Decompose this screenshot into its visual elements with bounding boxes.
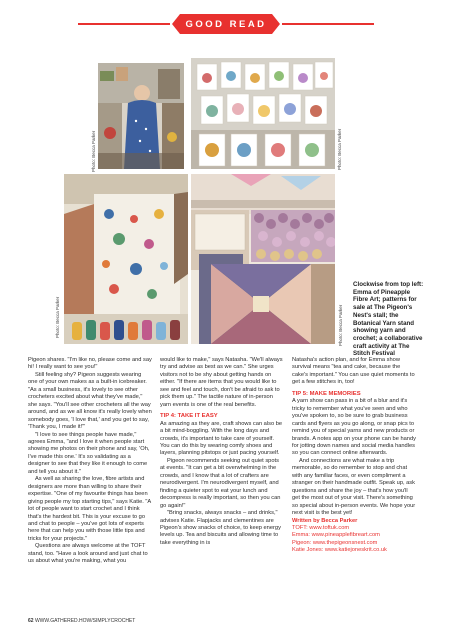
tip-heading: TIP 4: TAKE IT EASY [160, 413, 218, 420]
tip-heading: TIP 5: MAKE MEMORIES [292, 390, 361, 397]
photo-emma-stall [98, 63, 184, 169]
photo-credit: Photo: Becca Parker [337, 128, 342, 170]
photo-patterns-stall [191, 58, 335, 169]
paragraph: Questions are always welcome at the TOFT stand, too. "Have a look around and just chat to us about what you're making, what you [28, 543, 148, 565]
link-emma[interactable]: Emma: www.pineapplefibreart.com [292, 532, 380, 539]
section-banner [0, 14, 452, 34]
paragraph: And connections are what make a trip memorable, so do remember to stop and chat with any familiar faces, or even compliment a stranger on their handmade outfit. Speak up, ask questions and share the joy – that's how you'll get the most out of your visit. There's something so special about in-person events. We hope your next visit is the best yet! [292, 457, 416, 517]
paragraph: Natasha's action plan, and for Emma show survival means "tea and cake, because the cake's important." You can use quiet moments to get a few stitches in, too! [292, 357, 415, 386]
photo-caption: Clockwise from top left: Emma of Pineapple Fibre Art; patterns for sale at The Pigeon's Nest's stall; the Botanical Yarn stand showing yarn and crochet; a collaborative craft activity at The Stitch Festival [353, 281, 424, 358]
byline: Written by Becca Parker [292, 517, 358, 524]
paragraph: Pigeon shares. "I'm like no, please come and say hi! I really want to see you!" [28, 357, 152, 371]
page-footer [28, 618, 135, 624]
photo-yarn-stand [191, 174, 335, 344]
link-pigeon[interactable]: Pigeon: www.thepigeonsnest.com [292, 539, 378, 546]
photo-credit: Photo: Becca Parker [91, 130, 96, 172]
paragraph: As amazing as they are, craft shows can also be a bit mind-boggling. With the long days and crowds, it's important to take care of yourself. You can do this by wearing comfy shoes and layers, planning pitstops or just pacing yourself. [160, 420, 283, 457]
paragraph: A yarn show can pass in a bit of a blur and it's tricky to remember what you've seen and who you've spoken to, so be sure to grab business cards and flyers as you go along, or snap pics to remind you of special yarns and new products or brands. A notes app on your phone can be handy for jotting down names and social media handles so you can connect online afterwards. [292, 398, 416, 457]
photo-credit: Photo: Becca Parker [55, 296, 60, 338]
banner-rule-left [78, 23, 170, 25]
article-column-2 [160, 357, 284, 547]
photo-craft-activity [64, 174, 188, 344]
page-number: 62 [28, 618, 34, 624]
banner-rule-right [282, 23, 374, 25]
footer-site: WWW.GATHERED.HOW/SIMPLYCROCHET [34, 618, 136, 624]
link-toft[interactable]: TOFT: www.toftuk.com [292, 524, 350, 531]
paragraph: "Bring snacks, always snacks – and drinks," advises Katie. Flapjacks and clementines are Pigeon's show snacks of choice, to keep energy levels up. Tea and biscuits and allowing time to take everything in is [160, 510, 281, 546]
paragraph: As well as sharing the love, fibre artists and designers are more than willing to share their expertise. "One of my favourite things has been giving people my top starting tips," says Katie. "A lot of people want to start crochet and I think that's the hardest bit. This is your excuse to go and chat to people – you've got lots of experts here that can help you with those little tips and tricks for your projects." [28, 476, 151, 542]
article-column-3 [292, 357, 416, 555]
link-katie[interactable]: Katie Jones: www.katiejoneskrit.co.uk [292, 547, 387, 554]
paragraph: would like to make," says Natasha. "We'll always try and advise as best as we can." She urges visitors not to be shy about getting hands on either. "If there are items that you would like to see and feel and touch, don't be afraid to ask to pick them up." The tactile nature of in-person yarn events is one of the real benefits. [160, 357, 283, 408]
paragraph: Still feeling shy? Pigeon suggests wearing one of your own makes as a built-in icebreaker. "As a small business, it's lovely to see other crocheters excited about what they've made," she says. "You'll see other crocheters all the way around, and as we all know it's really lovely when somebody goes, 'I love that,' and you get to say, 'Thank you, I made it!'" [28, 371, 152, 431]
article-column-1 [28, 357, 152, 566]
section-title: GOOD READ [180, 14, 272, 34]
photo-credit: Photo: Becca Parker [338, 304, 343, 346]
paragraph: "I love to see things people have made," agrees Emma, "and I love it when people start showing me photos on their phone and say, 'Oh, I've made this one.' It's so validating as a designer to see that they like it enough to come and tell you about it." [28, 431, 150, 475]
paragraph: Pigeon recommends seeking out quiet spots at events. "It can get a bit overwhelming in the crowds, and I know that a lot of crafters are neurodivergent. I'm neurodivergent myself, and finding a quieter spot to eat your lunch and decompress is really important, so then you can go again!" [160, 457, 281, 509]
